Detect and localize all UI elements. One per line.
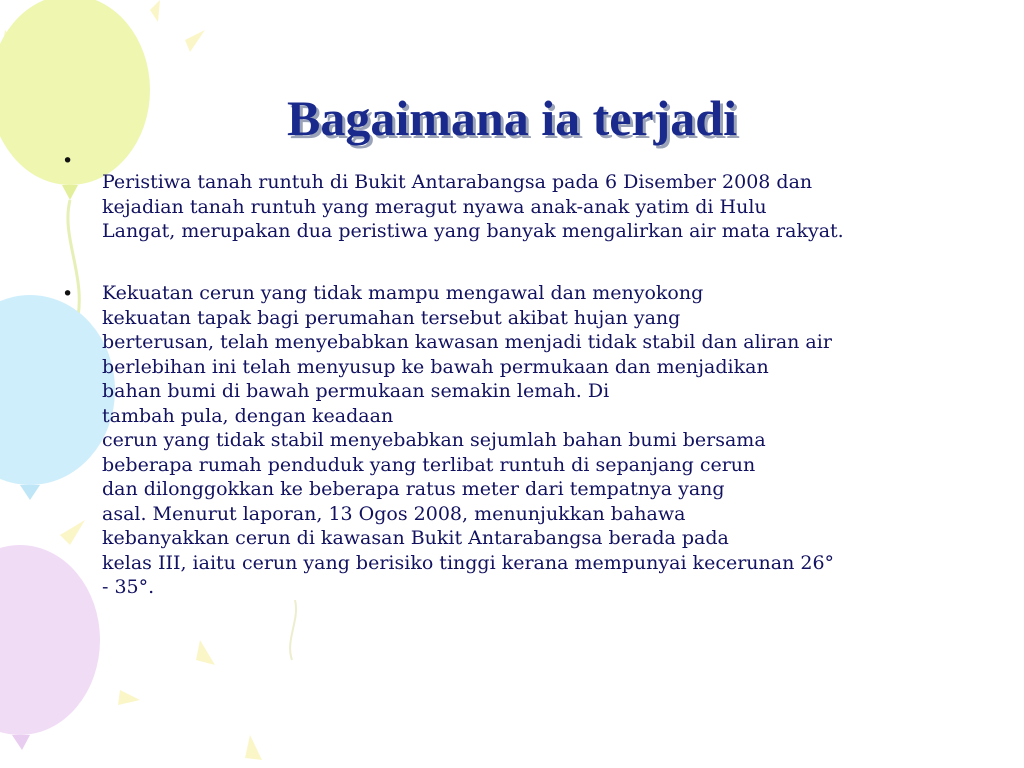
bullet-marker-1: • [62, 150, 74, 172]
blue-balloon-decoration [0, 295, 115, 500]
bullet-paragraph-1: Peristiwa tanah runtuh di Bukit Antarabangsa pada 6 Disember 2008 dan kejadian tanah runtuh yang meragut nyawa anak-anak yatim di Hulu Langat, merupakan dua peristiwa yang banyak mengalirkan air mata rakyat. [102, 171, 844, 242]
balloon-string-decoration [290, 600, 296, 660]
purple-balloon-decoration [0, 545, 100, 750]
bullet-marker-2: • [62, 283, 74, 305]
slide-title: Bagaimana ia terjadi [287, 90, 737, 146]
bullet-paragraph-2: Kekuatan cerun yang tidak mampu mengawal dan menyokong kekuatan tapak bagi perumahan tersebut akibat hujan yang berterusan, telah menyebabkan kawasan menjadi tidak stabil dan aliran air berlebihan ini telah menyusup ke bawah permukaan dan menjadikan bahan bumi di bawah permukaan semakin lemah. Di tambah pula, dengan keadaan cerun yang tidak stabil menyebabkan sejumlah bahan bumi bersama beberapa rumah penduduk yang terlibat runtuh di sepanjang cerun dan dilonggokkan ke beberapa ratus meter dari tempatnya yang asal. Menurut laporan, 13 Ogos 2008, menunjukkan bahawa kebanyakkan cerun di kawasan Bukit Antarabangsa berada pada kelas III, iaitu cerun yang berisiko tinggi kerana mempunyai kecerunan 26° - 35°. [102, 282, 835, 598]
